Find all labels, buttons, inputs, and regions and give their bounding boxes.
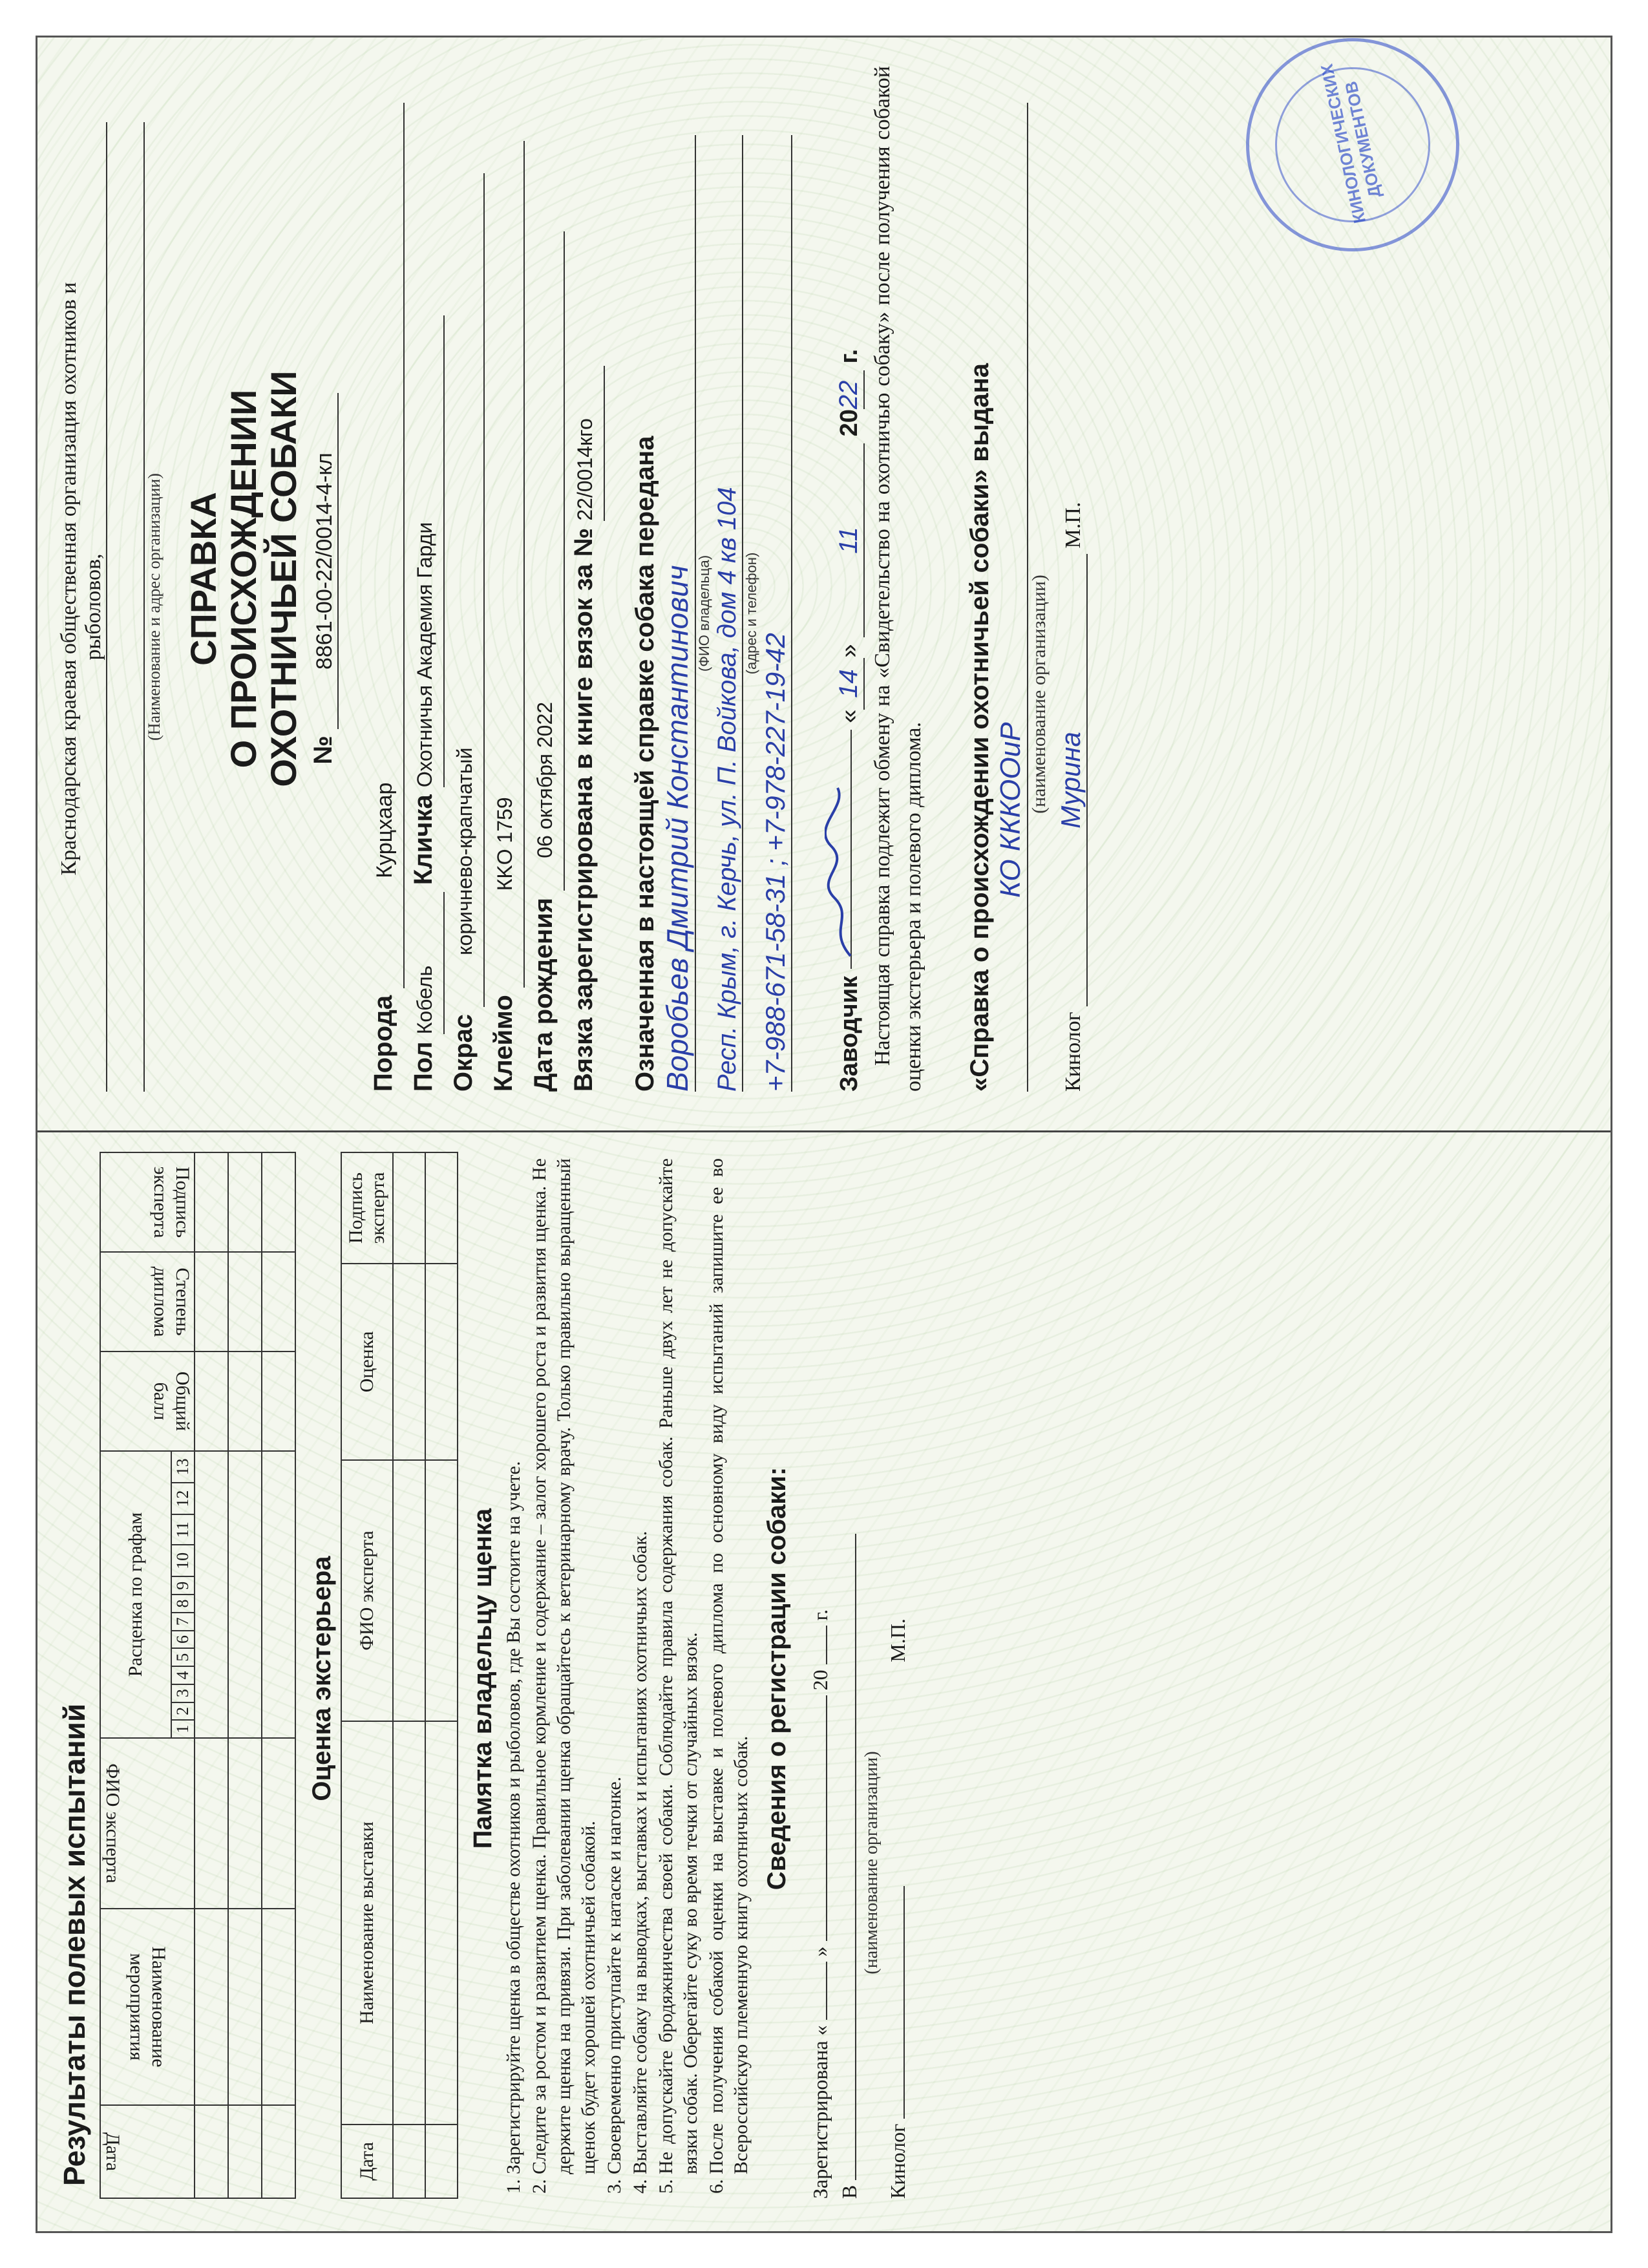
score-column-header: 7 [171, 1613, 195, 1631]
header-event: Наименование мероприятия [100, 1909, 195, 2105]
issued-mp-label: М.П. [1061, 502, 1085, 549]
kinolog-label: Кинолог [886, 2123, 909, 2199]
ext-header-grade: Оценка [341, 1264, 393, 1460]
breeder-line: Заводчик «14» 11 2022 г. [825, 66, 865, 1092]
left-page [37, 1132, 1611, 2231]
cert-number: 8861-00-22/0014-4-кл [312, 393, 339, 729]
table-row [393, 1152, 425, 2198]
score-column-header: 10 [171, 1545, 195, 1576]
cert-title-2: О ПРОИСХОЖДЕНИИ [223, 389, 264, 768]
owner-name: Воробьев Дмитрий Константинович [660, 135, 696, 1092]
org-name-line1: Краснодарская краевая общественная организация охотников и [57, 282, 81, 876]
birth-row [525, 66, 565, 1092]
breeder-signature-scribble [825, 775, 857, 969]
cert-number-line [308, 66, 339, 1092]
registration-line [808, 1158, 832, 2199]
ext-header-expert: ФИО эксперта [341, 1460, 393, 1721]
org-blank-line [107, 122, 145, 1092]
sex-value: Кобель [406, 892, 445, 1034]
ext-header-signature: Подпись эксперта [341, 1152, 393, 1264]
header-diploma: Степень диплома [100, 1252, 195, 1351]
brand-label: Клеймо [489, 995, 518, 1092]
score-column-header: 12 [171, 1483, 195, 1514]
registration-org-caption: (наименование организации) [861, 1751, 882, 1975]
cert-number-label: № [309, 736, 337, 765]
header-scores-by-column: Расценка по графам [100, 1451, 171, 1738]
score-column-header: 8 [171, 1595, 195, 1613]
memo-item: 1. Зарегистрируйте щенка в обществе охотников и рыболовов, где Вы состоите на учете. [502, 1158, 526, 2174]
brand-row [485, 66, 525, 1092]
breeder-month: 11 [834, 443, 865, 637]
color-row [445, 66, 485, 1092]
issued-kinolog-label: Кинолог [1061, 1012, 1085, 1092]
issued-kinolog-signature: Мурина [1055, 554, 1088, 1006]
birth-value: 06 октября 2022 [526, 231, 565, 891]
owner-address: Респ. Крым, г. Керчь, ул. П. Войкова, дом 4 кв 104 [713, 135, 743, 1092]
owner-name-caption: (ФИО владельца) [696, 555, 712, 672]
memo-item: 3. Своевременно приступайте к натаске и нагонке. [602, 1158, 627, 2174]
breeder-signature [825, 730, 852, 969]
breeder-day: 14 [834, 658, 865, 710]
registration-title: Сведения о регистрации собаки: [763, 1467, 791, 1891]
mating-row [565, 66, 605, 1092]
owner-label: Означенная в настоящей справке собака передана [631, 436, 659, 1092]
breed-label: Порода [369, 995, 397, 1092]
issued-kinolog-line [1055, 66, 1088, 1092]
org-caption: (Наименование и адрес организации) [145, 473, 164, 741]
issued-label: «Справка о происхождении охотничьей собаки» выдана [966, 363, 994, 1092]
stamp-text: КИНОЛОГИЧЕСКИХ ДОКУМЕНТОВ [1316, 62, 1385, 226]
color-value: коричнево-крапчатый [446, 173, 485, 1007]
registered-label: Зарегистрирована « [808, 2025, 832, 2199]
ext-header-show: Наименование выставки [341, 1721, 393, 2125]
exterior-table [341, 1152, 458, 2199]
header-signature: Подпись эксперта [100, 1152, 195, 1252]
quote-close: » [808, 1946, 832, 1957]
cert-title-3: ОХОТНИЧЬЕЙ СОБАКИ [263, 370, 304, 787]
owner-address-caption: (адрес и телефон) [743, 552, 759, 675]
mating-label: Вязка зарегистрирована в книге вязок за № [569, 527, 598, 1092]
color-label: Окрас [449, 1013, 478, 1092]
breeder-year-prefix: 20 [836, 409, 863, 437]
cert-title-1: СПРАВКА [183, 492, 224, 666]
header-total: Общий балл [100, 1351, 195, 1451]
in-label: В [838, 2185, 861, 2199]
name-value: Охотничья Академия Гарди [406, 315, 445, 787]
owner-phone: +7-988-671-58-31 ; +7-978-227-19-42 [760, 135, 792, 1092]
field-trials-table [100, 1152, 296, 2199]
right-page [37, 34, 1611, 1130]
certificate-booklet [36, 36, 1612, 2233]
breeder-year: 22 [834, 370, 865, 409]
memo-item: 6. После получения собакой оценки на выставке и полевого диплома по основному виду испытаний запишите ее во Всероссийскую племенную книгу охотничьих собак. [704, 1158, 754, 2174]
name-label: Кличка [409, 794, 438, 885]
owner-section [631, 66, 792, 1092]
score-column-header: 2 [171, 1702, 195, 1721]
breeder-year-suffix: г. [836, 348, 863, 364]
birth-label: Дата рождения [529, 897, 558, 1092]
breed-value: Курцхаар [366, 103, 405, 988]
table-row [195, 1152, 228, 2198]
table-row [262, 1152, 295, 2198]
memo-item: 5. Не допускайте бродяжничества своей собаки. Соблюдайте правила содержания собак. Раньше двух лет не допускайте вязки собак. Оберегайте суку во время течки от случайных вязок. [654, 1158, 703, 2174]
org-name-line2: рыболовов, [81, 122, 107, 1092]
sex-label: Пол [409, 1041, 438, 1092]
memo-title: Памятка владельцу щенка [469, 1508, 497, 1849]
memo-item: 4. Выставляйте собаку на выводках, выставках и испытаниях охотничьих собак. [628, 1158, 653, 2174]
score-column-header: 1 [171, 1720, 195, 1738]
memo-item: 2. Следите за ростом и развитием щенка. Правильное кормление и содержание – залог хорошего роста и развития щенка. Не держите щенка на привязи. При заболевании щенка обращайтесь к ветеринарному врачу. Только правильно выращенный щенок будет хорошей охотничьей собакой. [527, 1158, 601, 2174]
sex-name-row [405, 66, 445, 1092]
field-trials-title: Результаты полевых испытаний [58, 1703, 91, 2186]
brand-value: КKO 1759 [486, 141, 525, 988]
score-column-header: 5 [171, 1648, 195, 1666]
score-column-header: 6 [171, 1631, 195, 1649]
year-suffix: г. [808, 1609, 832, 1621]
mp-label: М.П. [886, 1618, 909, 1662]
issued-caption: (наименование организации) [1028, 575, 1050, 814]
mating-value: 22/0014кго [566, 366, 605, 521]
registration-kinolog-line [886, 1158, 910, 2199]
breed-row [364, 66, 405, 1092]
score-column-header: 9 [171, 1576, 195, 1595]
exterior-title: Оценка экстерьера [308, 1556, 336, 1801]
memo-list [502, 1158, 754, 2199]
dog-details [364, 66, 605, 1092]
year-prefix: 20 [808, 1669, 832, 1691]
score-column-header: 11 [171, 1514, 195, 1545]
registration-org-line [838, 1158, 861, 2199]
organization-stamp [1246, 38, 1459, 251]
score-column-header: 3 [171, 1684, 195, 1702]
score-column-header: 4 [171, 1666, 195, 1684]
breeder-note: Настоящая справка подлежит обмену на «Свидетельство на охотничью собаку» после получения собакой оценки экстерьера и полевого диплома. [871, 66, 925, 1092]
table-row [228, 1152, 262, 2198]
header-date: Дата [100, 2105, 195, 2198]
breeder-label: Заводчик [836, 975, 863, 1092]
ext-header-date: Дата [341, 2125, 393, 2198]
header-expert: ФИО эксперта [100, 1738, 195, 1909]
table-row [425, 1152, 458, 2198]
issued-org: КО КККООиР [995, 103, 1028, 1092]
score-column-header: 13 [171, 1451, 195, 1483]
